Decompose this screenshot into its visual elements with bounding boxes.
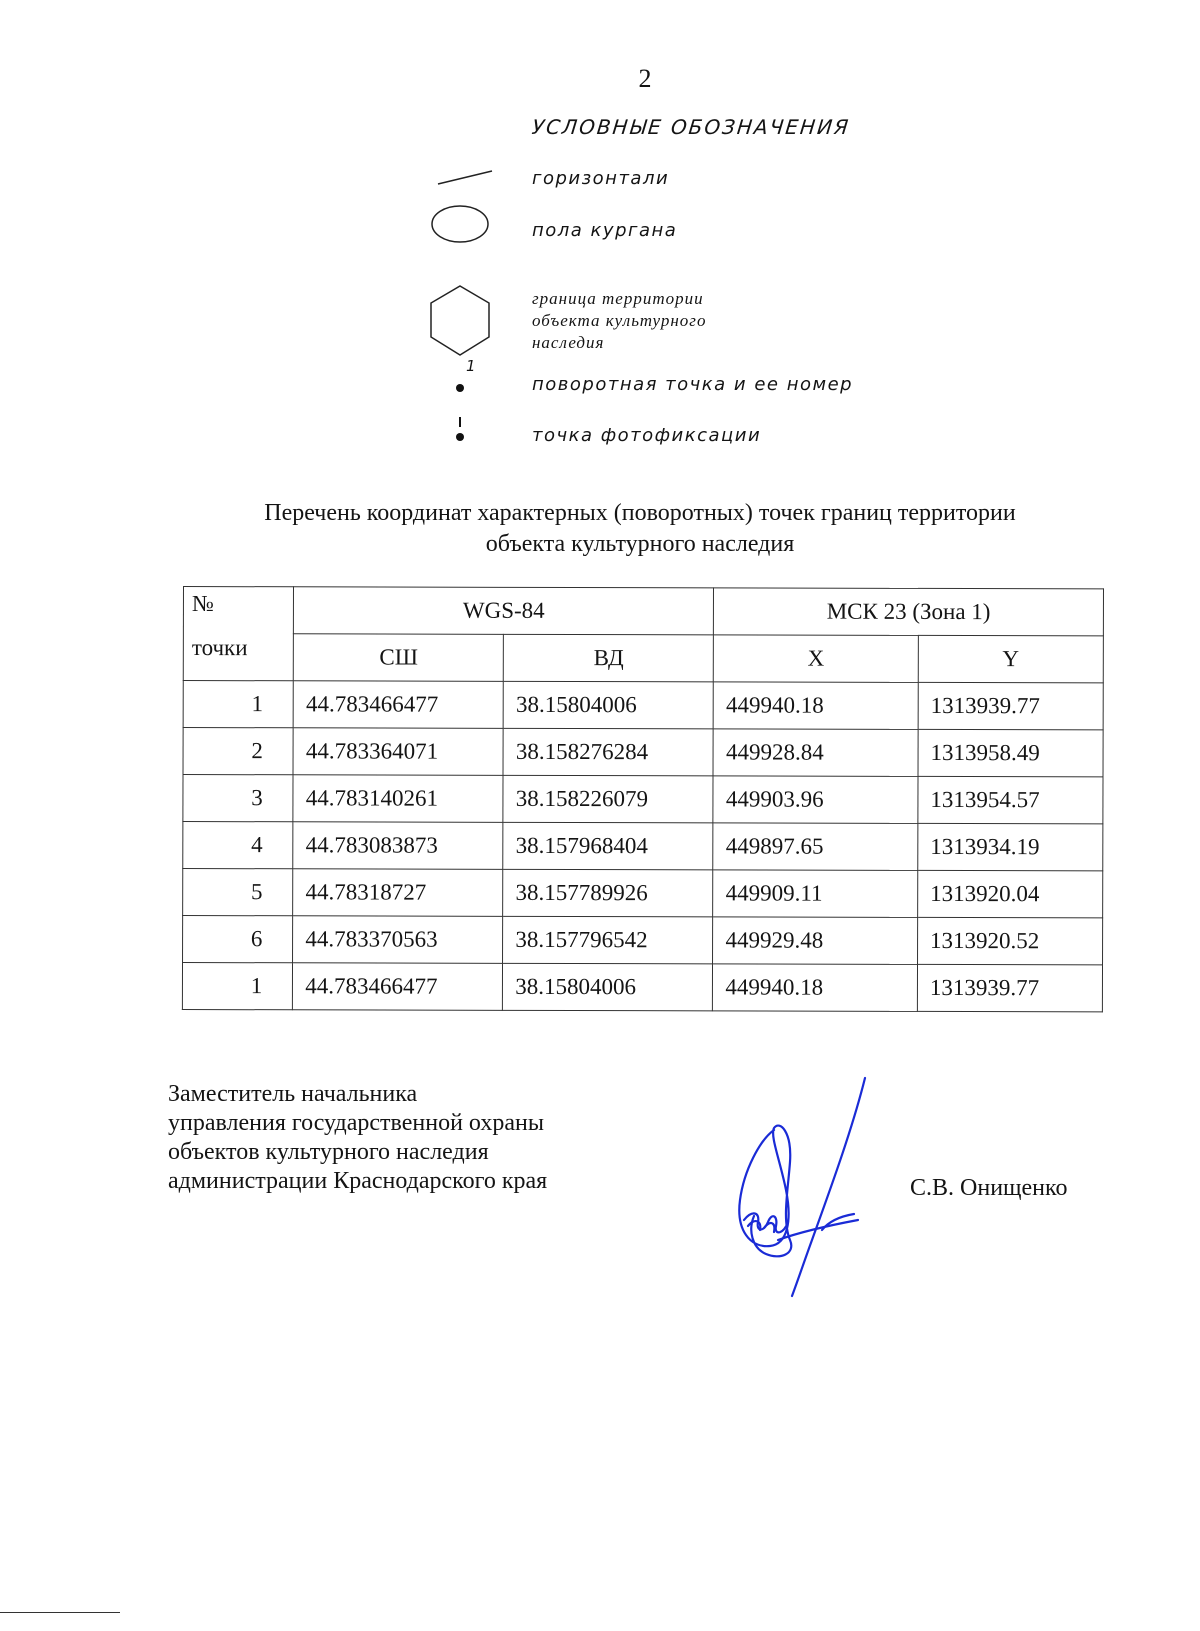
point-number-cell: 2 <box>183 728 293 775</box>
latitude-cell: 44.783466477 <box>293 681 503 729</box>
y-cell: 1313939.77 <box>918 682 1103 729</box>
x-cell: 449929.48 <box>713 917 918 965</box>
table-row <box>182 963 1102 1012</box>
table-row <box>183 916 1103 965</box>
table-row <box>183 681 1103 730</box>
coordinates-table <box>182 586 1104 1012</box>
latitude-cell: 44.783083873 <box>293 822 503 870</box>
longitude-cell: 38.15804006 <box>503 681 713 729</box>
point-number-cell: 6 <box>183 916 293 963</box>
table-title-line: Перечень координат характерных (поворотных) точек границ территории <box>264 500 1016 526</box>
longitude-cell: 38.158276284 <box>503 728 713 776</box>
legend-label-boundary-line: объекта культурного <box>532 311 707 330</box>
table-title <box>100 498 1180 560</box>
handwritten-signature <box>730 1070 890 1300</box>
longitude-header: ВД <box>504 634 714 682</box>
msk23-header: МСК 23 (Зона 1) <box>714 588 1104 636</box>
bottom-divider <box>0 1612 120 1613</box>
x-cell: 449928.84 <box>713 729 918 777</box>
table-subheader-row <box>183 634 1103 683</box>
signer-name: С.В. Онищенко <box>910 1175 1068 1201</box>
hexagon-icon <box>427 283 493 359</box>
longitude-cell: 38.157968404 <box>503 822 713 870</box>
ellipse-icon <box>430 204 490 244</box>
table-row <box>183 869 1103 918</box>
y-cell: 1313958.49 <box>918 729 1103 776</box>
latitude-cell: 44.783364071 <box>293 728 503 776</box>
latitude-cell: 44.783140261 <box>293 775 503 823</box>
legend-label-boundary <box>532 288 706 354</box>
point-number-cell: 5 <box>183 869 293 916</box>
signer-title-line: управления государственной охраны <box>168 1110 544 1136</box>
point-number-header <box>183 587 294 681</box>
signer-title-line: объектов культурного наследия <box>168 1139 489 1165</box>
point-number-cell: 1 <box>182 963 292 1010</box>
turning-point-icon <box>454 382 466 394</box>
signer-title-line: администрации Краснодарского края <box>168 1168 548 1194</box>
legend-label-boundary-line: граница территории <box>532 289 704 308</box>
y-cell: 1313939.77 <box>917 964 1102 1011</box>
contour-line-icon <box>436 168 496 188</box>
x-cell: 449897.65 <box>713 823 918 871</box>
latitude-cell: 44.78318727 <box>293 869 503 917</box>
page-number: 2 <box>638 64 652 93</box>
legend-label-contour: горизонтали <box>532 168 670 189</box>
legend-label-photo-point: точка фотофиксации <box>532 425 762 446</box>
turning-point-number: 1 <box>466 357 476 375</box>
legend-title: УСЛОВНЫЕ ОБОЗНАЧЕНИЯ <box>530 115 852 139</box>
legend-label-turning-point: поворотная точка и ее номер <box>532 374 854 395</box>
y-cell: 1313920.04 <box>918 870 1103 917</box>
x-header: X <box>714 635 919 683</box>
y-cell: 1313920.52 <box>917 917 1102 964</box>
latitude-cell: 44.783466477 <box>293 963 503 1011</box>
x-cell: 449903.96 <box>713 776 918 824</box>
point-number-header-line: точки <box>191 635 248 661</box>
point-number-header-line: № <box>191 591 214 617</box>
latitude-header: СШ <box>294 634 504 682</box>
legend-label-boundary-line: наследия <box>532 333 605 352</box>
y-cell: 1313934.19 <box>918 823 1103 870</box>
y-header: Y <box>918 635 1103 682</box>
table-header-row <box>183 587 1103 636</box>
x-cell: 449940.18 <box>713 964 918 1012</box>
point-number-cell: 3 <box>183 775 293 822</box>
y-cell: 1313954.57 <box>918 776 1103 823</box>
signer-title-line: Заместитель начальника <box>168 1081 418 1107</box>
longitude-cell: 38.157789926 <box>503 869 713 917</box>
signer-title <box>168 1080 547 1196</box>
wgs84-header: WGS-84 <box>294 587 714 635</box>
longitude-cell: 38.158226079 <box>503 775 713 823</box>
table-row <box>183 822 1103 871</box>
legend-label-ellipse: пола кургана <box>532 220 678 241</box>
table-row <box>183 728 1103 777</box>
table-row <box>183 775 1103 824</box>
x-cell: 449940.18 <box>714 682 919 730</box>
longitude-cell: 38.15804006 <box>503 963 713 1011</box>
point-number-cell: 4 <box>183 822 293 869</box>
table-title-line: объекта культурного наследия <box>485 531 795 557</box>
point-number-cell: 1 <box>183 681 293 728</box>
longitude-cell: 38.157796542 <box>503 916 713 964</box>
x-cell: 449909.11 <box>713 870 918 918</box>
photo-point-icon <box>453 415 467 445</box>
latitude-cell: 44.783370563 <box>293 916 503 964</box>
